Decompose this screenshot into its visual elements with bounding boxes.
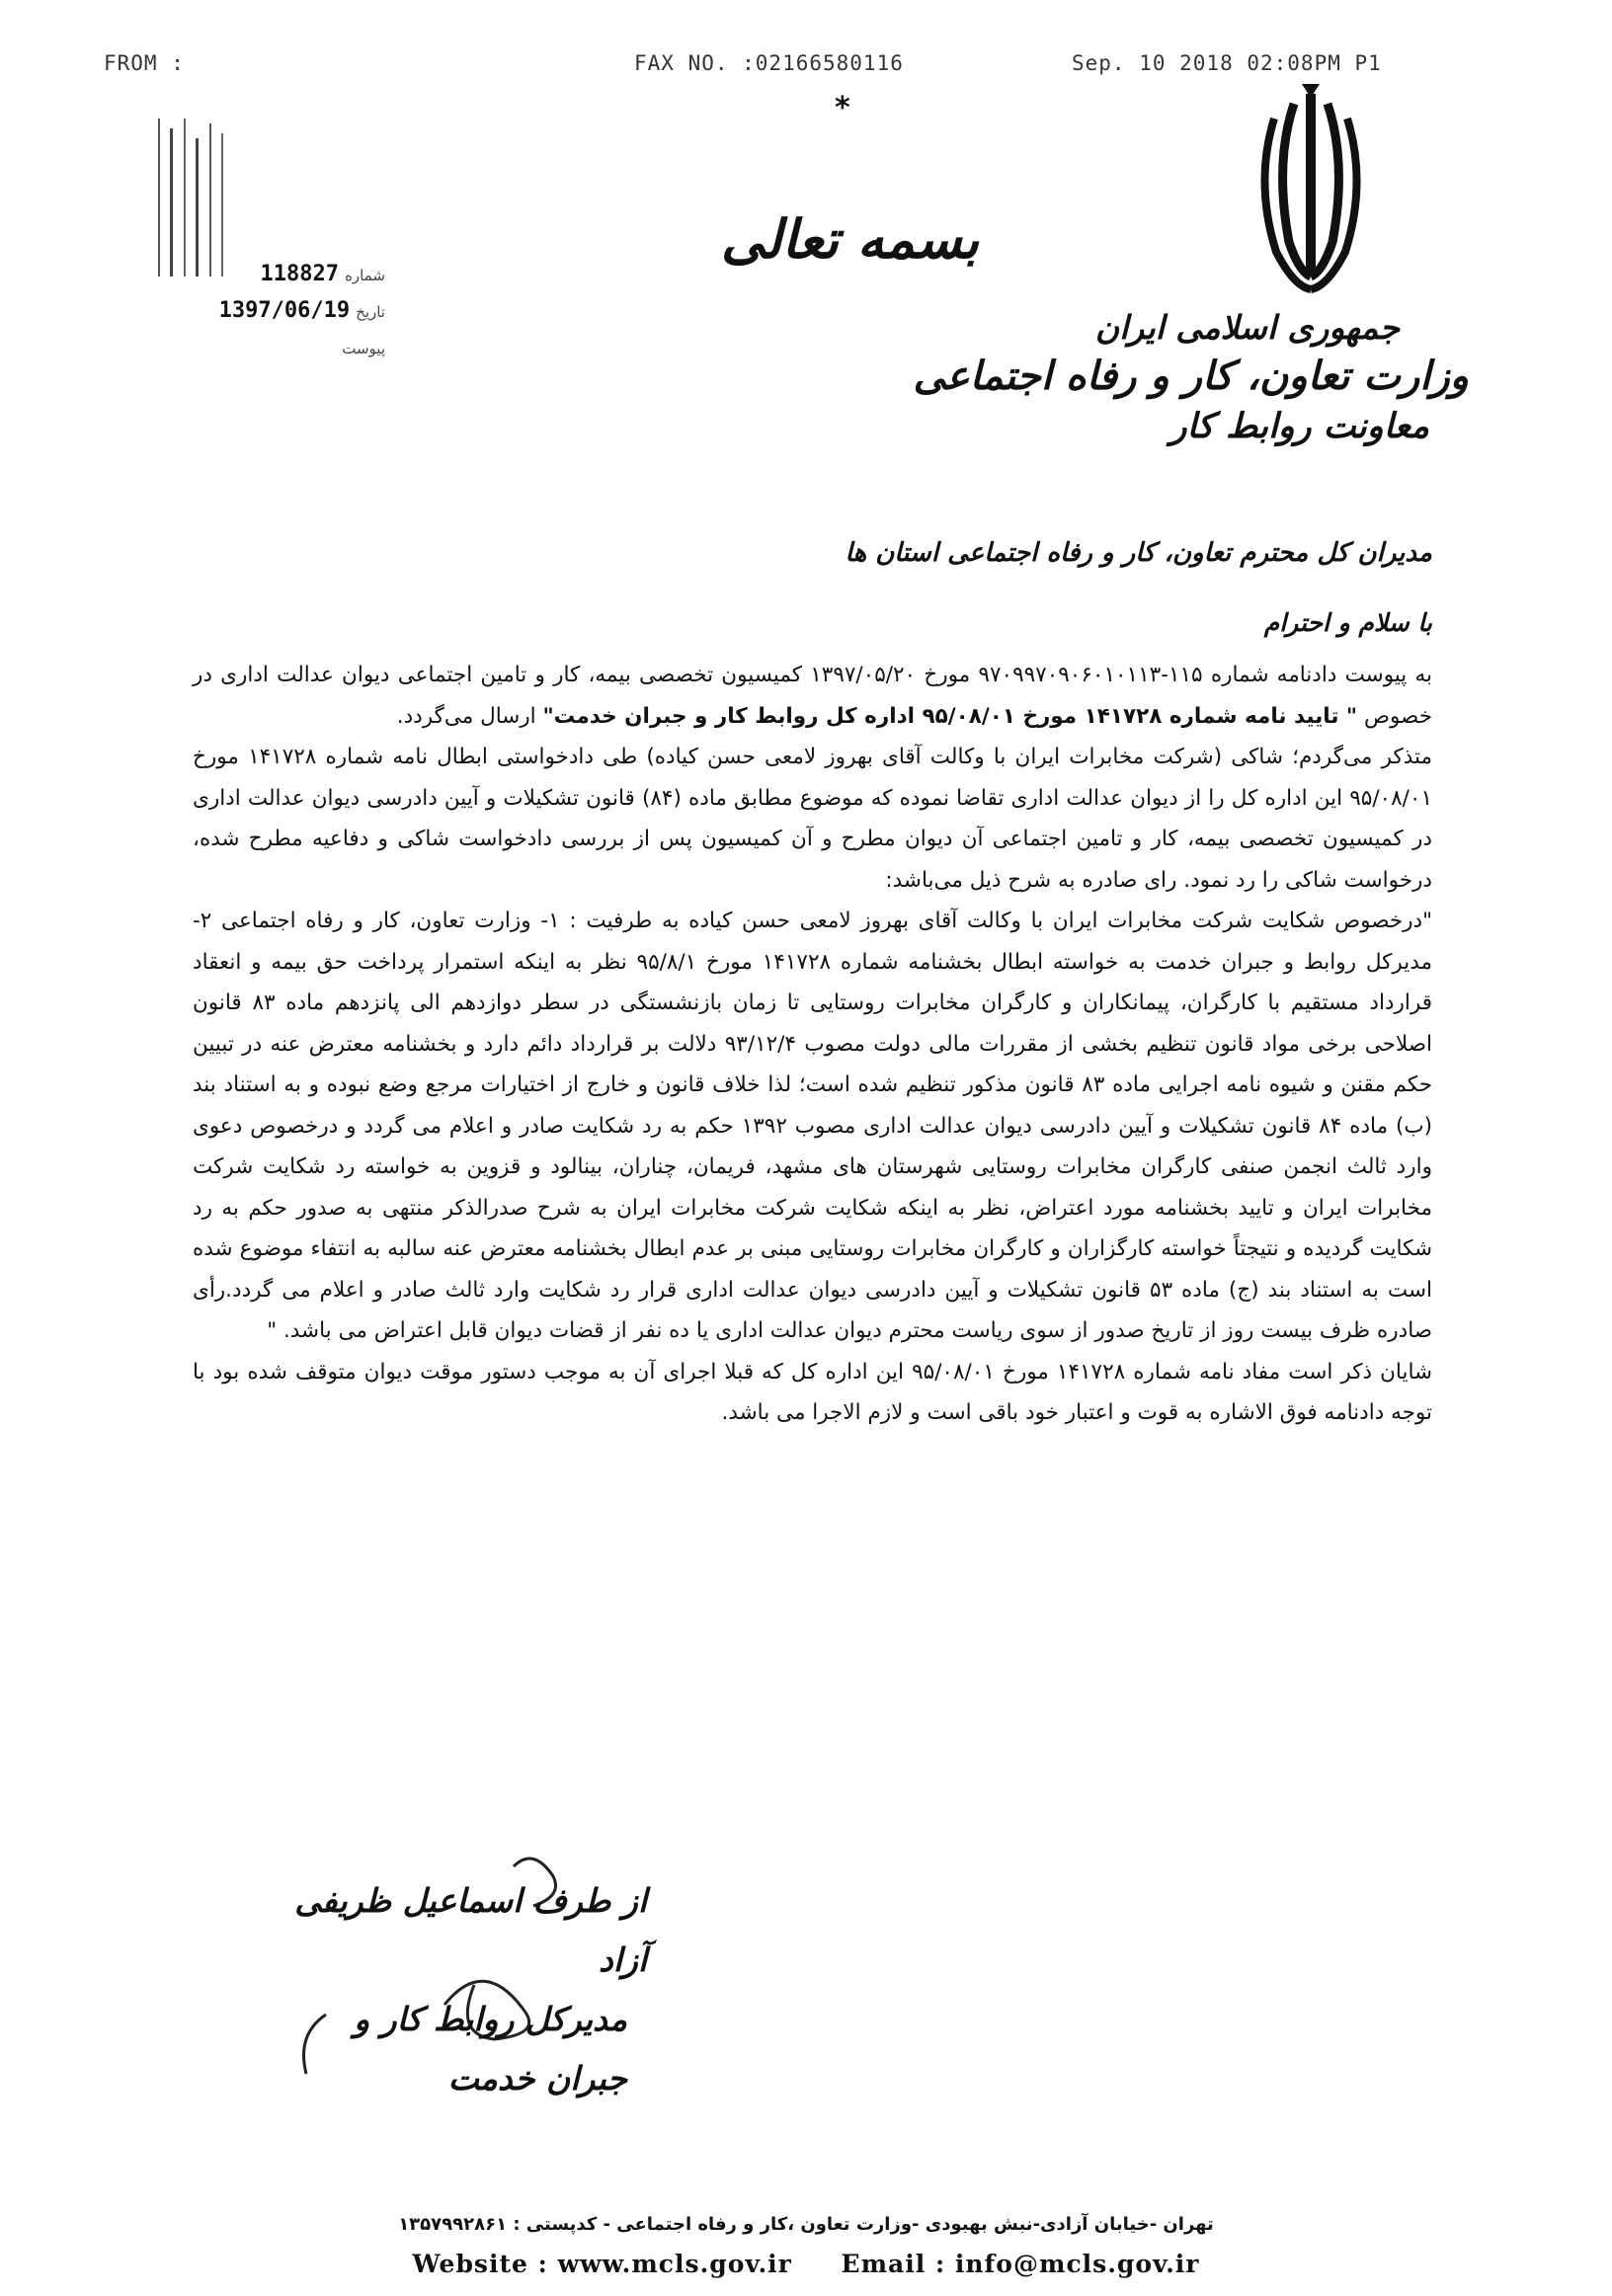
footer-email: Email : info@mcls.gov.ir (841, 2250, 1200, 2278)
paragraph-1-intro: به پیوست دادنامه شماره ۱۱۵-۹۷۰۹۹۷۰۹۰۶۰۱۰۱۱۳ مورخ ۱۳۹۷/۰۵/۲۰ کمیسیون تخصصی بیمه، کار و تامین اجتماعی دیوان عدالت اداری در خصوص (193, 663, 1432, 729)
basmala: بسمه تعالی (721, 207, 980, 271)
paragraph-3-ruling: "درخصوص شکایت شرکت مخابرات ایران با وکالت آقای بهروز لامعی حسن کیاده به طرفیت : ۱- وزارت تعاون، کار و رفاه اجتماعی ۲- مدیرکل روابط و جبران خدمت به خواسته ابطال بخشنامه شماره ۱۴۱۷۲۸ مورخ ۹۵/۸/۱ نظر به اینکه استمرار پرداخت حق بیمه و انعقاد قرارداد مستقیم با کارگران، پیمانکاران و کارگران مخابرات روستایی تا زمان بازنشستگی در سطر دوازدهم الی پانزدهم ماده ۸۳ قانون اصلاحی برخی مواد قانون تنظیم بخشی از مقررات مالی دولت مصوب ۹۳/۱۲/۴ دلالت بر قرارداد دائم دارد و بخشنامه معترض عنه در تبیین حکم مقنن و شیوه نامه اجرایی ماده ۸۳ قانون مذکور تنظیم شده است؛ لذا خلاف قانون و خارج از اختیارات مرجع وضع نبوده و به استناد بند (ب) ماده ۸۴ قانون تشکیلات و آیین دادرسی دیوان عدالت اداری مصوب ۱۳۹۲ حکم به رد شکایت صادر و اعلام می گردد و درخصوص دعوی وارد ثالث انجمن صنفی کارگران مخابرات روستایی شهرستان های مشهد، فریمان، چناران، بینالود و قزوین به خواسته رد شکایت شرکت مخابرات ایران و تایید بخشنامه مورد اعتراض، نظر به اینکه شکایت شرکت مخابرات ایران به شرح صدرالذکر منتهی به صدور حکم به رد شکایت گردیده و نتیجتاً خواسته کارگزاران و کارگران مخابرات روستایی مبنی بر عدم ابطال بخشنامه معترض عنه سالبه به انتفاء موضوع شده است به استناد بند (ج) ماده ۵۳ قانون تشکیلات و آیین دادرسی دیوان عدالت اداری قرار رد شکایت وارد ثالث صادر و اعلام می گردد.رأی صادره ظرف بیست روز از تاریخ صدور از سوی ریاست محترم دیوان عدالت اداری یا ده نفر از قضات دیوان قابل اعتراض می باشد. " (193, 909, 1433, 1343)
signature-block (262, 1871, 647, 2108)
reference-number (158, 257, 385, 293)
reference-number-label: شماره (345, 267, 385, 284)
letterhead-deputy: معاونت روابط کار (1169, 406, 1429, 446)
footer-website: Website : www.mcls.gov.ir (412, 2250, 792, 2278)
greeting: با سلام و احترام (1263, 607, 1432, 637)
reference-date-value: 1397/06/19 (218, 298, 351, 323)
signatory-name: از طرف اسماعیل ظریفی آزاد (294, 1881, 647, 1979)
reference-attachment (158, 330, 385, 366)
addressee: مدیران کل محترم تعاون، کار و رفاه اجتماعی استان ها (845, 538, 1432, 568)
paragraph-4: شایان ذکر است مفاد نامه شماره ۱۴۱۷۲۸ مورخ ۹۵/۰۸/۰۱ این اداره کل که قبلا اجرای آن به موجب دستور موقت دیوان متوقف شده بود با توجه دادنامه فوق الاشاره به قوت و اعتبار خود باقی است و لازم الاجرا می باشد. (193, 1359, 1433, 1425)
letterhead-country: جمهوری اسلامی ایران (1094, 308, 1400, 347)
letterhead (914, 306, 1469, 450)
reference-date (158, 293, 385, 330)
reference-attachment-label: پیوست (342, 340, 385, 357)
letter-body (193, 533, 1432, 1434)
fax-datetime: Sep. 10 2018 02:08PM P1 (1072, 51, 1382, 75)
paragraph-1-end: ارسال می‌گردد. (396, 703, 536, 729)
paragraph-1 (193, 655, 1432, 737)
reference-number-value: 118827 (260, 262, 340, 286)
paragraph-2: متذکر می‌گردم؛ شاکی (شرکت مخابرات ایران با وکالت آقای بهروز لامعی حسن کیاده) طی دادخواستی ابطال نامه شماره ۱۴۱۷۲۸ مورخ ۹۵/۰۸/۰۱ این اداره کل را از دیوان عدالت اداری تقاضا نموده که موضوع مطابق ماده (۸۴) قانون تشکیلات و آیین دادرسی دیوان عدالت اداری در کمیسیون تخصصی بیمه، کار و تامین اجتماعی آن دیوان مطرح و آن کمیسیون پس از بررسی دادخواست شاکی و دفاعیه مطرح شده، درخواست شاکی را رد نمود. رای صادره به شرح ذیل می‌باشد: (193, 745, 1432, 893)
footer-contact (0, 2250, 1612, 2278)
basmala-mark-icon: * (835, 91, 850, 125)
footer-address: تهران -خیابان آزادی-نبش بهبودی -وزارت تعاون ،کار و رفاه اجتماعی - کدپستی : ۱۳۵۷۹۹۲۸۶۱ (398, 2214, 1214, 2235)
reference-block (158, 257, 385, 366)
reference-date-label: تاریخ (356, 303, 385, 321)
fax-from: FROM : (104, 51, 185, 75)
letterhead-ministry: وزارت تعاون، کار و رفاه اجتماعی (913, 353, 1469, 399)
barcode-stamp-icon (148, 119, 237, 277)
iran-emblem-icon (1254, 84, 1368, 296)
paragraph-1-subject: " تایید نامه شماره ۱۴۱۷۲۸ مورخ ۹۵/۰۸/۰۱ اداره کل روابط کار و جبران خدمت" (542, 703, 1358, 729)
fax-number: FAX NO. :02166580116 (634, 51, 904, 75)
signatory-title: مدیرکل روابط کار و جبران خدمت (354, 2000, 627, 2098)
